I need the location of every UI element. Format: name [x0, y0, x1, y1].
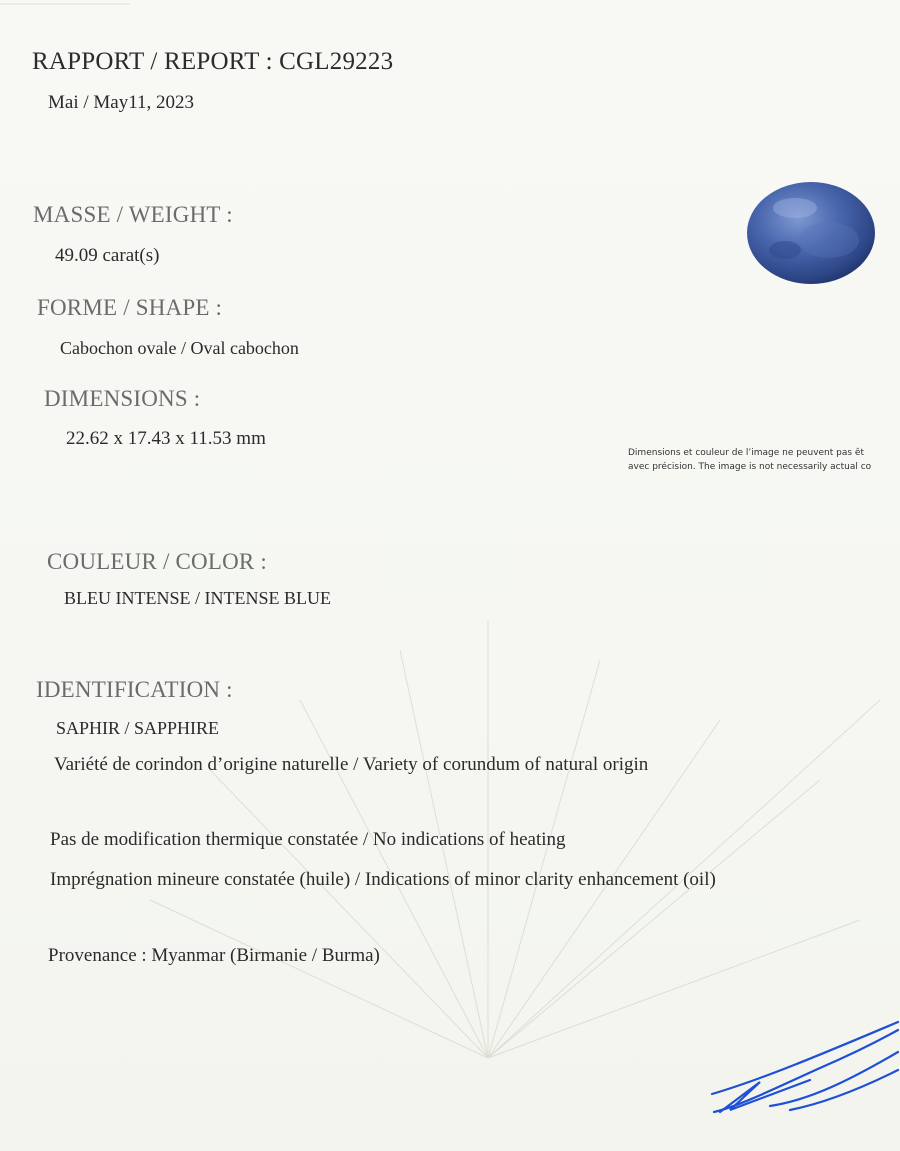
dimensions-label: DIMENSIONS : [44, 386, 201, 411]
provenance: Provenance : Myanmar (Birmanie / Burma) [48, 945, 380, 966]
identification-species: SAPHIR / SAPPHIRE [56, 718, 220, 738]
report-title: RAPPORT / REPORT : CGL29223 [32, 48, 394, 75]
image-caption-line-2: avec précision. The image is not necessarily actual co [628, 462, 872, 472]
shape-value: Cabochon ovale / Oval cabochon [60, 338, 299, 358]
shape-label: FORME / SHAPE : [37, 295, 223, 320]
identification-label: IDENTIFICATION : [36, 677, 233, 702]
gem-image [745, 180, 877, 286]
color-value: BLEU INTENSE / INTENSE BLUE [64, 588, 331, 608]
weight-label: MASSE / WEIGHT : [33, 202, 233, 227]
identification-variety: Variété de corindon d’origine naturelle / Variety of corundum of natural origin [54, 754, 649, 775]
dimensions-value: 22.62 x 17.43 x 11.53 mm [66, 428, 266, 449]
weight-value: 49.09 carat(s) [55, 245, 160, 266]
color-label: COULEUR / COLOR : [47, 549, 267, 574]
signature-image [700, 1010, 900, 1130]
treatment-clarity: Imprégnation mineure constatée (huile) / Indications of minor clarity enhancement (oil) [50, 869, 716, 890]
report-date: Mai / May11, 2023 [48, 92, 195, 113]
treatment-heating: Pas de modification thermique constatée / No indications of heating [50, 829, 566, 850]
image-caption-line-1: Dimensions et couleur de l’image ne peuvent pas êt [628, 448, 864, 458]
image-caption [628, 446, 871, 474]
